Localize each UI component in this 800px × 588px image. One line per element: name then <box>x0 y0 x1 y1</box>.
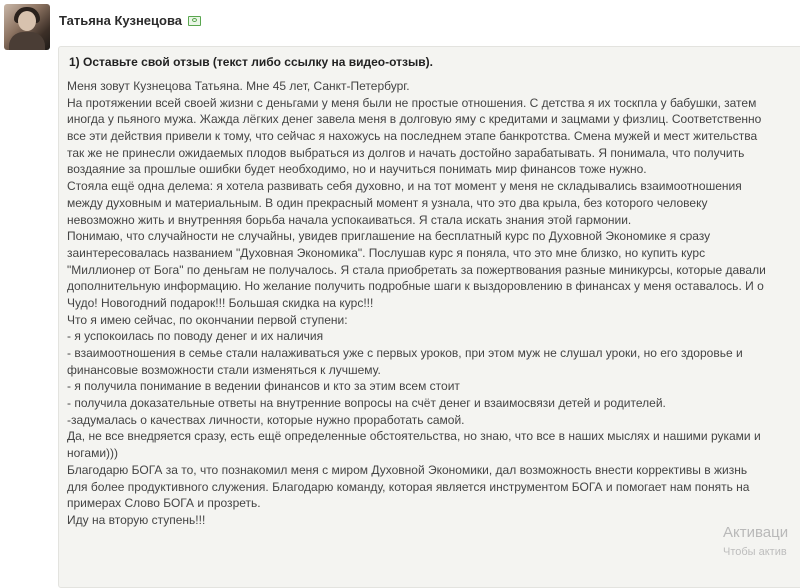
windows-activation-title: Активаци <box>723 524 789 541</box>
answer-line: для более продуктивного служения. Благодарю команду, которая является инструментом БОГА и помогает нам понять на <box>67 479 750 494</box>
answer-line: между духовным и материальным. В один прекрасный момент я узнала, что это два крыла, без которого человеку <box>67 195 708 210</box>
answer-line: заинтересовалась названием "Духовная Экономика". Послушав курс я поняла, что это мне близко, но купить курс <box>67 245 706 260</box>
answer-line: Иду на вторую ступень!!! <box>67 512 206 527</box>
answer-line: - я получила понимание в ведении финансов и кто за этим всем стоит <box>67 379 460 394</box>
review-card <box>58 46 800 588</box>
answer-line: "Миллионер от Бога" по деньгам не получалось. Я стала приобретать за пожертвования разные миникурсы, которые давали <box>67 262 766 277</box>
answer-line: - получила доказательные ответы на внутренние вопросы на счёт денег и взаимосвязи детей и родителей. <box>67 396 666 411</box>
answer-line: все эти действия привели к тому, что сейчас я нахожусь на последнем этапе банкротства. Смена мужей и мест жительства <box>67 129 758 144</box>
answer-line: финансовые возможности стали изменяться к лучшему. <box>67 362 381 377</box>
answer-line: Что я имею сейчас, по окончании первой ступени: <box>67 312 348 327</box>
answer-line: Меня зовут Кузнецова Татьяна. Мне 45 лет, Санкт-Петербург. <box>67 79 410 93</box>
answer-line: Благодарю БОГА за то, что познакомил меня с миром Духовной Экономики, дал возможность внести коррективы в жизнь <box>67 462 748 477</box>
answer-line: Понимаю, что случайности не случайны, увидев приглашение на бесплатный курс по Духовной Экономике я сразу <box>67 229 711 244</box>
answer-line: примерах Слово БОГА и прозреть. <box>67 496 261 511</box>
answer-line: -задумалась о качествах личности, которые нужно проработать самой. <box>67 412 465 427</box>
avatar[interactable] <box>4 4 50 50</box>
answer-line: На протяжении всей своей жизни с деньгами у меня были не простые отношения. С детства я их тоскпла у бабушки, затем <box>67 95 757 110</box>
answer-line: ногами))) <box>67 446 119 461</box>
answer-line: Стояла ещё одна делема: я хотела развивать себя духовно, и на тот момент у меня не складывались взаимоотношения <box>67 179 742 194</box>
avatar-face <box>18 11 36 31</box>
answer-text <box>67 78 799 529</box>
answer-line: так же не принесли ожидаемых плодов выбраться из долгов и начать достойно зарабатывать. Я понимала, что получить <box>67 145 745 160</box>
answer-line: - взаимоотношения в семье стали налаживаться уже с первых уроков, при этом муж не слушал уроки, но его здоровье и <box>67 346 743 360</box>
answer-line: воздаяние за прошлые ошибки будет необходимо, но и научиться понимать мир финансов тоже нужно. <box>67 162 647 177</box>
answer-line: - я успокоилась по поводу денег и их наличия <box>67 329 324 344</box>
question-heading: 1) Оставьте свой отзыв (текст либо ссылку на видео-отзыв). <box>69 55 433 69</box>
answer-line: дополнительную информацию. Но желание получить подробные шаги к выздоровлению в финансах у меня оставалось. И о <box>67 279 764 294</box>
author-name[interactable]: Татьяна Кузнецова <box>59 13 183 28</box>
avatar-body <box>9 32 45 50</box>
windows-activation-subtitle: Чтобы актив <box>723 546 787 558</box>
author-header <box>59 13 201 28</box>
answer-line: Чудо! Новогодний подарок!!! Большая скидка на курс!!! <box>67 295 374 310</box>
ticket-icon <box>188 16 201 26</box>
answer-line: невозможно жить и внутренняя борьба начала успокаиваться. Я стала искать знания этой гармонии. <box>67 212 632 227</box>
answer-line: иногда у пьяного мужа. Жажда лёгких денег завела меня в долговую яму с кредитами и зацмами у физлиц. Соответственно <box>67 112 762 127</box>
answer-line: Да, не все внедряется сразу, есть ещё определенные обстоятельства, но знаю, что все в наших мыслях и нашими руками и <box>67 429 761 444</box>
